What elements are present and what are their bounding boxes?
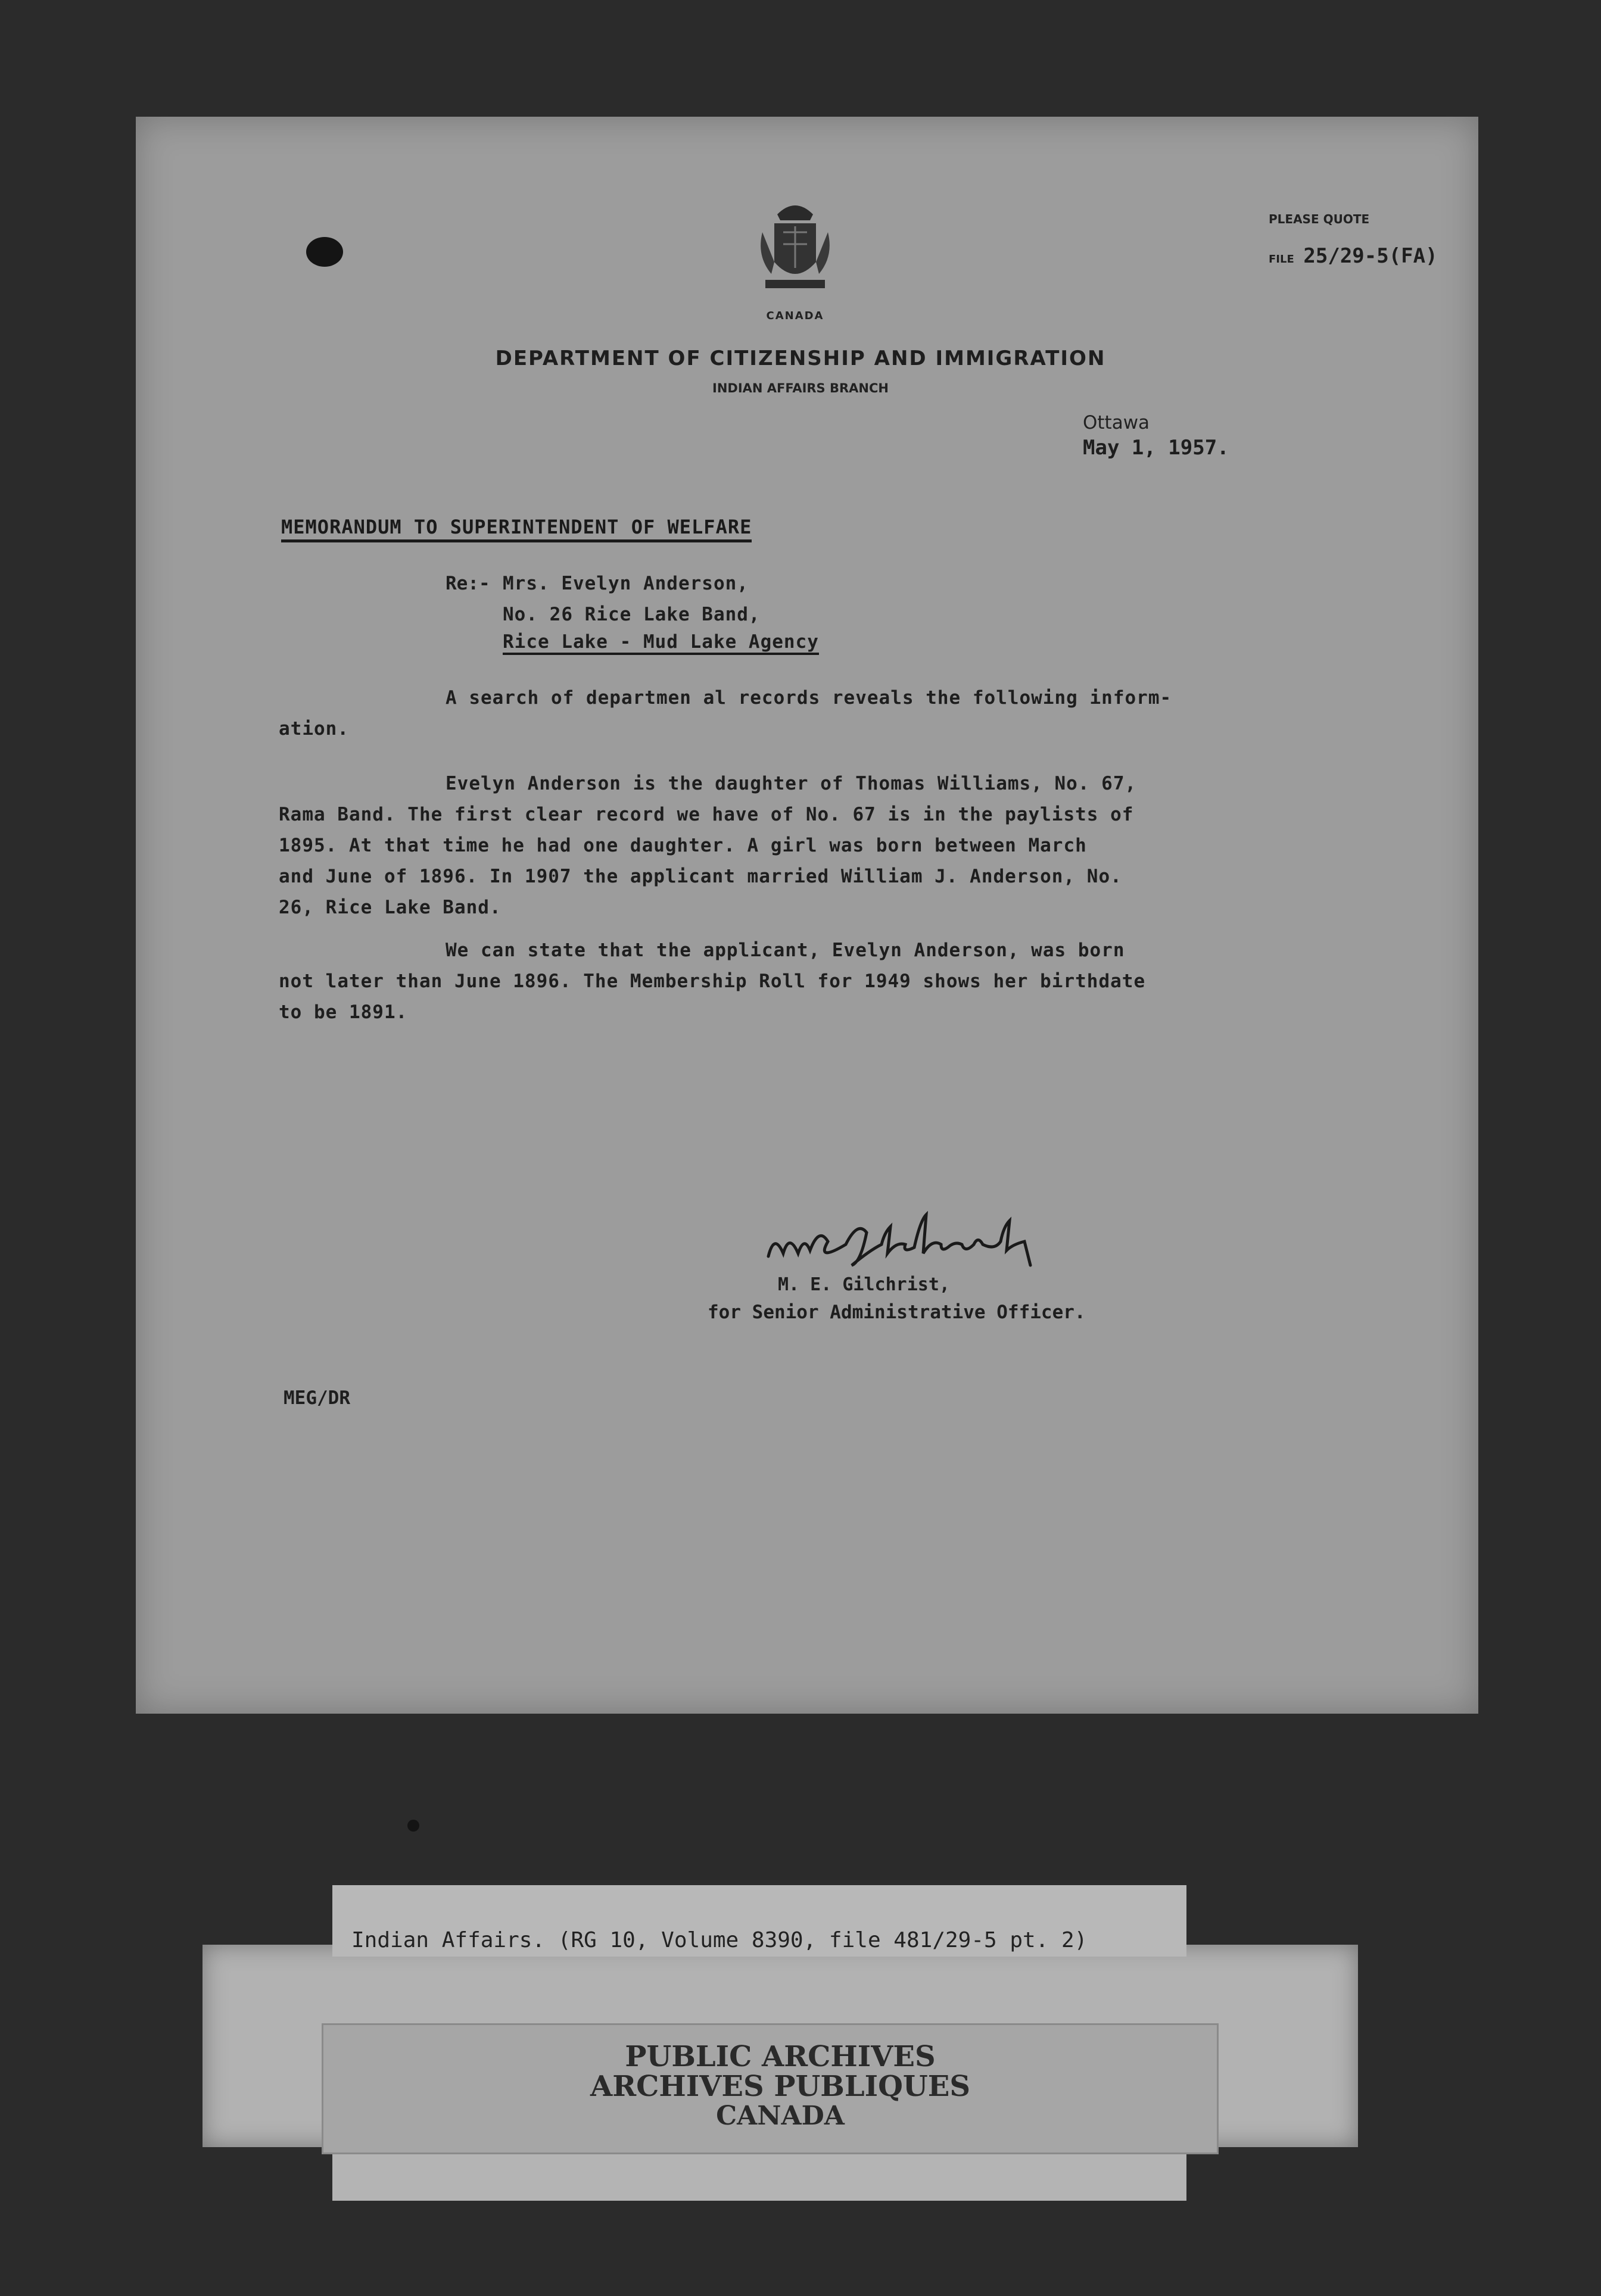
signatory-title: for Senior Administrative Officer. xyxy=(708,1302,1086,1323)
body-paragraph-2: Evelyn Anderson is the daughter of Thomas Williams, No. 67, Rama Band. The first clear record we have of No. 67 is in the paylists of 1895. At that time he had one daughter. A girl was born between March and June of 1896. In 1907 the applicant married William J. Anderson, No. 26, Rice Lake Band. xyxy=(279,773,1137,918)
memo-title: MEMORANDUM TO SUPERINTENDENT OF WELFARE xyxy=(281,516,752,542)
ink-spot xyxy=(407,1820,419,1832)
department-heading: DEPARTMENT OF CITIZENSHIP AND IMMIGRATION xyxy=(495,347,1106,370)
place-label: Ottawa xyxy=(1083,412,1150,433)
re-line-name: Mrs. Evelyn Anderson, xyxy=(503,573,749,594)
file-reference xyxy=(1269,244,1438,268)
stamp-line-2: ARCHIVES PUBLIQUES xyxy=(590,2070,970,2103)
ink-blot xyxy=(306,237,343,267)
please-quote-label: PLEASE QUOTE xyxy=(1269,212,1370,226)
signatory-name: M. E. Gilchrist, xyxy=(778,1274,950,1295)
memo-date: May 1, 1957. xyxy=(1083,436,1229,460)
stamp-line-1: PUBLIC ARCHIVES xyxy=(625,2040,936,2073)
body-paragraph-1: A search of departmen al records reveals the following inform- ation. xyxy=(279,687,1172,740)
country-label: CANADA xyxy=(766,310,824,322)
coat-of-arms-icon xyxy=(756,196,834,304)
file-label: FILE xyxy=(1269,253,1294,266)
re-label: Re:- xyxy=(446,573,490,594)
typist-initials: MEG/DR xyxy=(284,1387,350,1409)
archive-reference: Indian Affairs. (RG 10, Volume 8390, file 481/29-5 pt. 2) xyxy=(351,1928,1088,1952)
body-paragraph-3: We can state that the applicant, Evelyn Anderson, was born not later than June 1896. The Membership Roll for 1949 shows her birthdate to be 1891. xyxy=(279,940,1146,1023)
handwritten-signature xyxy=(762,1209,1096,1274)
re-line-agency: Rice Lake - Mud Lake Agency xyxy=(503,631,819,655)
re-line-band: No. 26 Rice Lake Band, xyxy=(503,604,761,625)
file-number: 25/29-5(FA) xyxy=(1303,244,1438,268)
stamp-line-3: CANADA xyxy=(716,2101,845,2131)
branch-heading: INDIAN AFFAIRS BRANCH xyxy=(712,381,889,395)
